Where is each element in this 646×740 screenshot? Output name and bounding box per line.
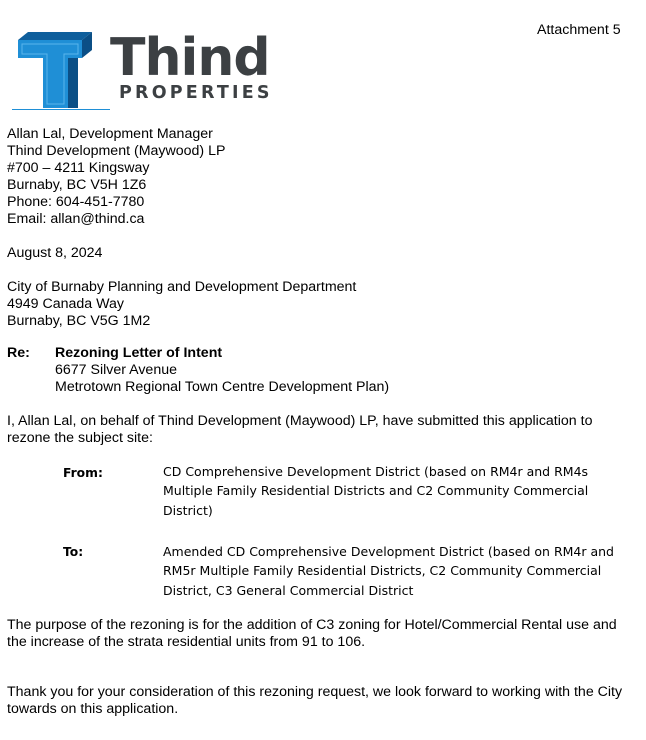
sender-line: Burnaby, BC V5H 1Z6 [7,177,147,193]
intro-paragraph: I, Allan Lal, on behalf of Thind Development (Maywood) LP, have submitted this application to rezone the subject site: [7,413,593,446]
to-text: Amended CD Comprehensive Development District (based on RM4r and RM5r Multiple Family Residential Districts, C2 Community Commercial District, C3 General Commercial District [163,544,614,598]
subject-block [55,345,389,396]
from-text: CD Comprehensive Development District (based on RM4r and RM4s Multiple Family Residential Districts and C2 Community Commercial District) [163,464,589,518]
attachment-label: Attachment 5 [537,22,621,38]
subject-line: Metrotown Regional Town Centre Development Plan) [55,379,390,395]
sender-email: Email: allan@thind.ca [7,211,145,227]
sender-address [7,126,225,228]
sender-line: Thind Development (Maywood) LP [7,143,226,159]
subject-title: Rezoning Letter of Intent [55,345,223,361]
sender-line: Allan Lal, Development Manager [7,126,213,142]
letter-date: August 8, 2024 [7,245,103,261]
thanks-paragraph: Thank you for your consideration of this rezoning request, we look forward to working with the City towards on this application. [7,684,623,717]
logo-underline [12,109,110,110]
logo-wordmark: Thind [110,28,270,88]
re-label: Re: [7,345,30,361]
recipient-line: Burnaby, BC V5G 1M2 [7,313,151,329]
thind-t-icon [12,28,98,110]
logo-tagline: PROPERTIES [119,83,273,103]
subject-line: 6677 Silver Avenue [55,362,177,378]
recipient-address [7,279,356,330]
company-logo [12,28,272,114]
purpose-paragraph: The purpose of the rezoning is for the addition of C3 zoning for Hotel/Commercial Rental use and the increase of the strata residential units from 91 to 106. [7,617,617,650]
recipient-line: 4949 Canada Way [7,296,124,312]
sender-line: #700 – 4211 Kingsway [7,160,150,176]
recipient-line: City of Burnaby Planning and Development Department [7,279,357,295]
sender-line: Phone: 604-451-7780 [7,194,145,210]
to-label: To: [63,545,84,559]
from-label: From: [63,466,103,480]
